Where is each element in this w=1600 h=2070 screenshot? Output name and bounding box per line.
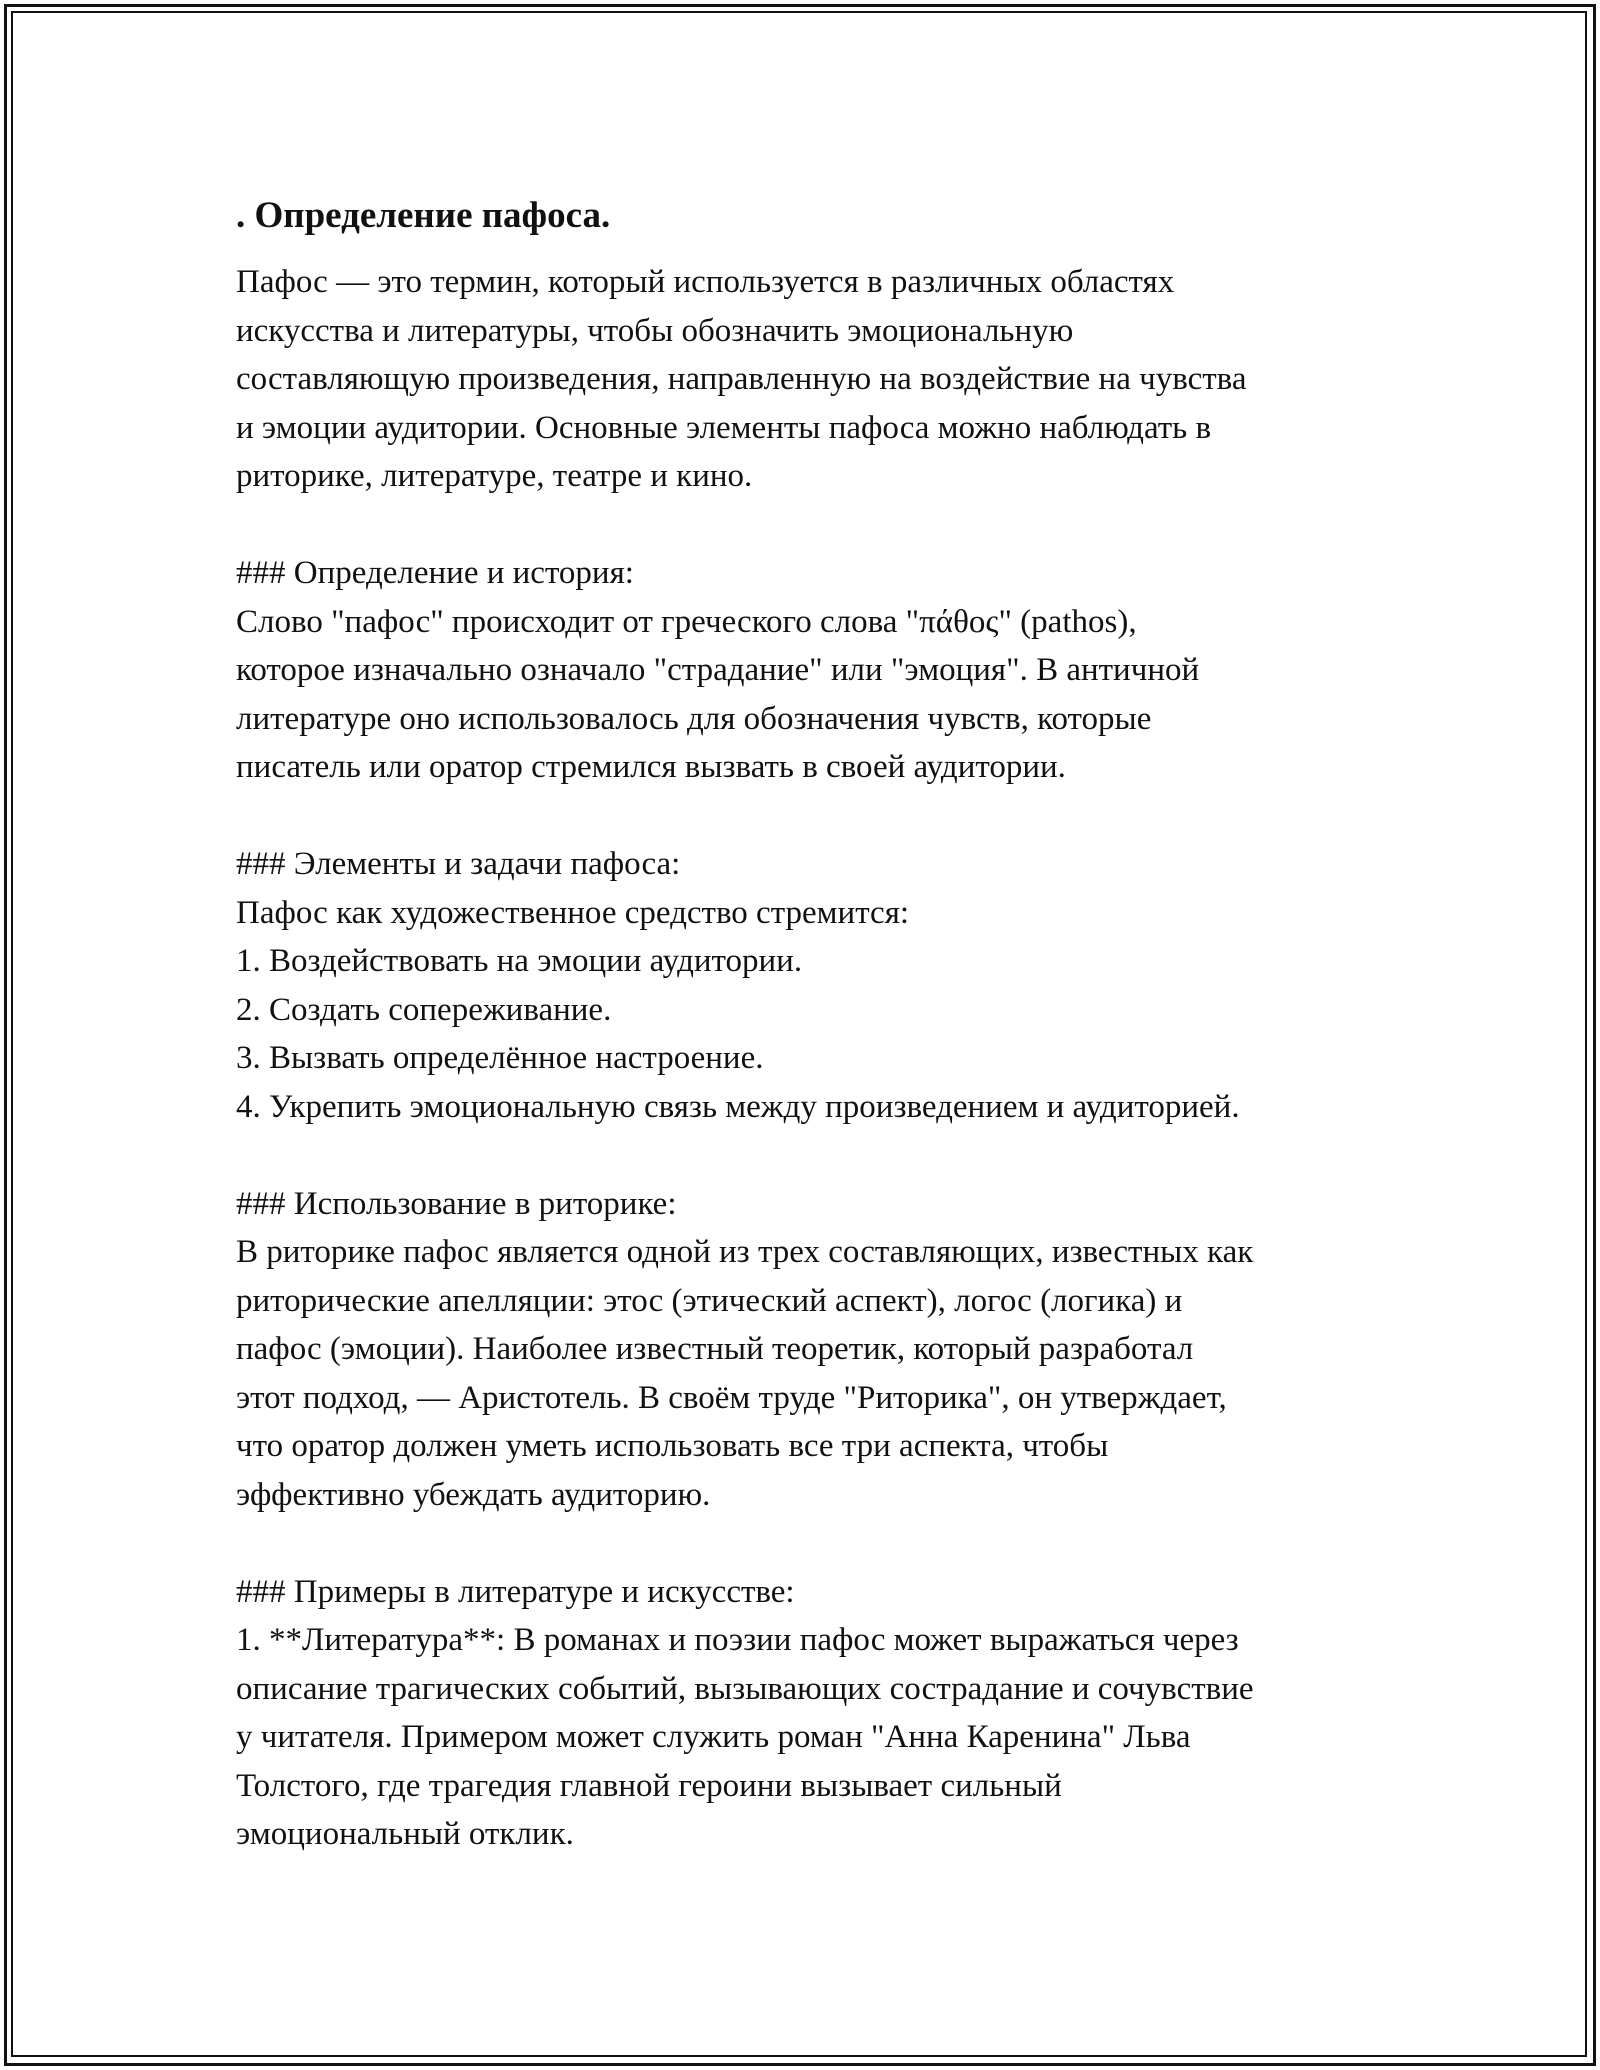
section-heading: ### Использование в риторике: <box>236 1185 677 1222</box>
text-line: Пафос — это термин, который используется в различных областях <box>236 264 1175 300</box>
text-line: составляющую произведения, направленную на воздействие на чувства <box>236 361 1247 397</box>
text-line: эффективно убеждать аудиторию. <box>236 1476 711 1513</box>
section-elements <box>236 840 1386 1131</box>
section-heading: ### Определение и история: <box>236 555 634 591</box>
section-history <box>236 549 1386 792</box>
text-line: Толстого, где трагедия главной героини вызывает сильный <box>236 1767 1062 1804</box>
text-line: риторические апелляции: этос (этический аспект), логос (логика) и <box>236 1282 1183 1319</box>
paragraph-gap <box>236 1519 1386 1568</box>
list-item: 4. Укрепить эмоциональную связь между произведением и аудиторией. <box>236 1088 1240 1125</box>
text-line: риторике, литературе, театре и кино. <box>236 458 753 494</box>
intro-paragraph <box>236 258 1386 501</box>
list-item: 3. Вызвать определённое настроение. <box>236 1040 764 1076</box>
section-heading: ### Примеры в литературе и искусстве: <box>236 1573 795 1610</box>
text-line: которое изначально означало "страдание" или "эмоция". В античной <box>236 652 1200 688</box>
text-line: литературе оно использовалось для обозначения чувств, которые <box>236 700 1152 737</box>
document-body <box>236 186 1386 1859</box>
text-line: этот подход, — Аристотель. В своём труде "Риторика", он утверждает, <box>236 1379 1227 1416</box>
list-item: 1. **Литература**: В романах и поэзии пафос может выражаться через <box>236 1622 1239 1658</box>
text-line: пафос (эмоции). Наиболее известный теоретик, который разработал <box>236 1331 1194 1367</box>
paragraph-gap <box>236 792 1386 841</box>
list-item: 1. Воздействовать на эмоции аудитории. <box>236 943 803 979</box>
text-line: Слово "пафос" происходит от греческого слова "πάθος" (pathos), <box>236 603 1137 640</box>
paragraph-gap <box>236 1131 1386 1180</box>
text-line: искусства и литературы, чтобы обозначить эмоциональную <box>236 312 1074 349</box>
text-line: эмоциональный отклик. <box>236 1816 574 1852</box>
text-line: Пафос как художественное средство стремится: <box>236 894 910 931</box>
text-line: и эмоции аудитории. Основные элементы пафоса можно наблюдать в <box>236 409 1212 446</box>
text-line: В риторике пафос является одной из трех составляющих, известных как <box>236 1234 1254 1270</box>
document-title: . Определение пафоса. <box>236 195 611 236</box>
paragraph-gap <box>236 501 1386 550</box>
text-line: что оратор должен уметь использовать все три аспекта, чтобы <box>236 1428 1109 1464</box>
list-item: 2. Создать сопереживание. <box>236 991 612 1028</box>
section-heading: ### Элементы и задачи пафоса: <box>236 846 681 882</box>
section-examples <box>236 1568 1386 1859</box>
text-line: у читателя. Примером может служить роман "Анна Каренина" Льва <box>236 1719 1191 1755</box>
text-line: писатель или оратор стремился вызвать в своей аудитории. <box>236 749 1066 785</box>
text-line: описание трагических событий, вызывающих сострадание и сочувствие <box>236 1670 1254 1707</box>
section-rhetoric <box>236 1180 1386 1520</box>
